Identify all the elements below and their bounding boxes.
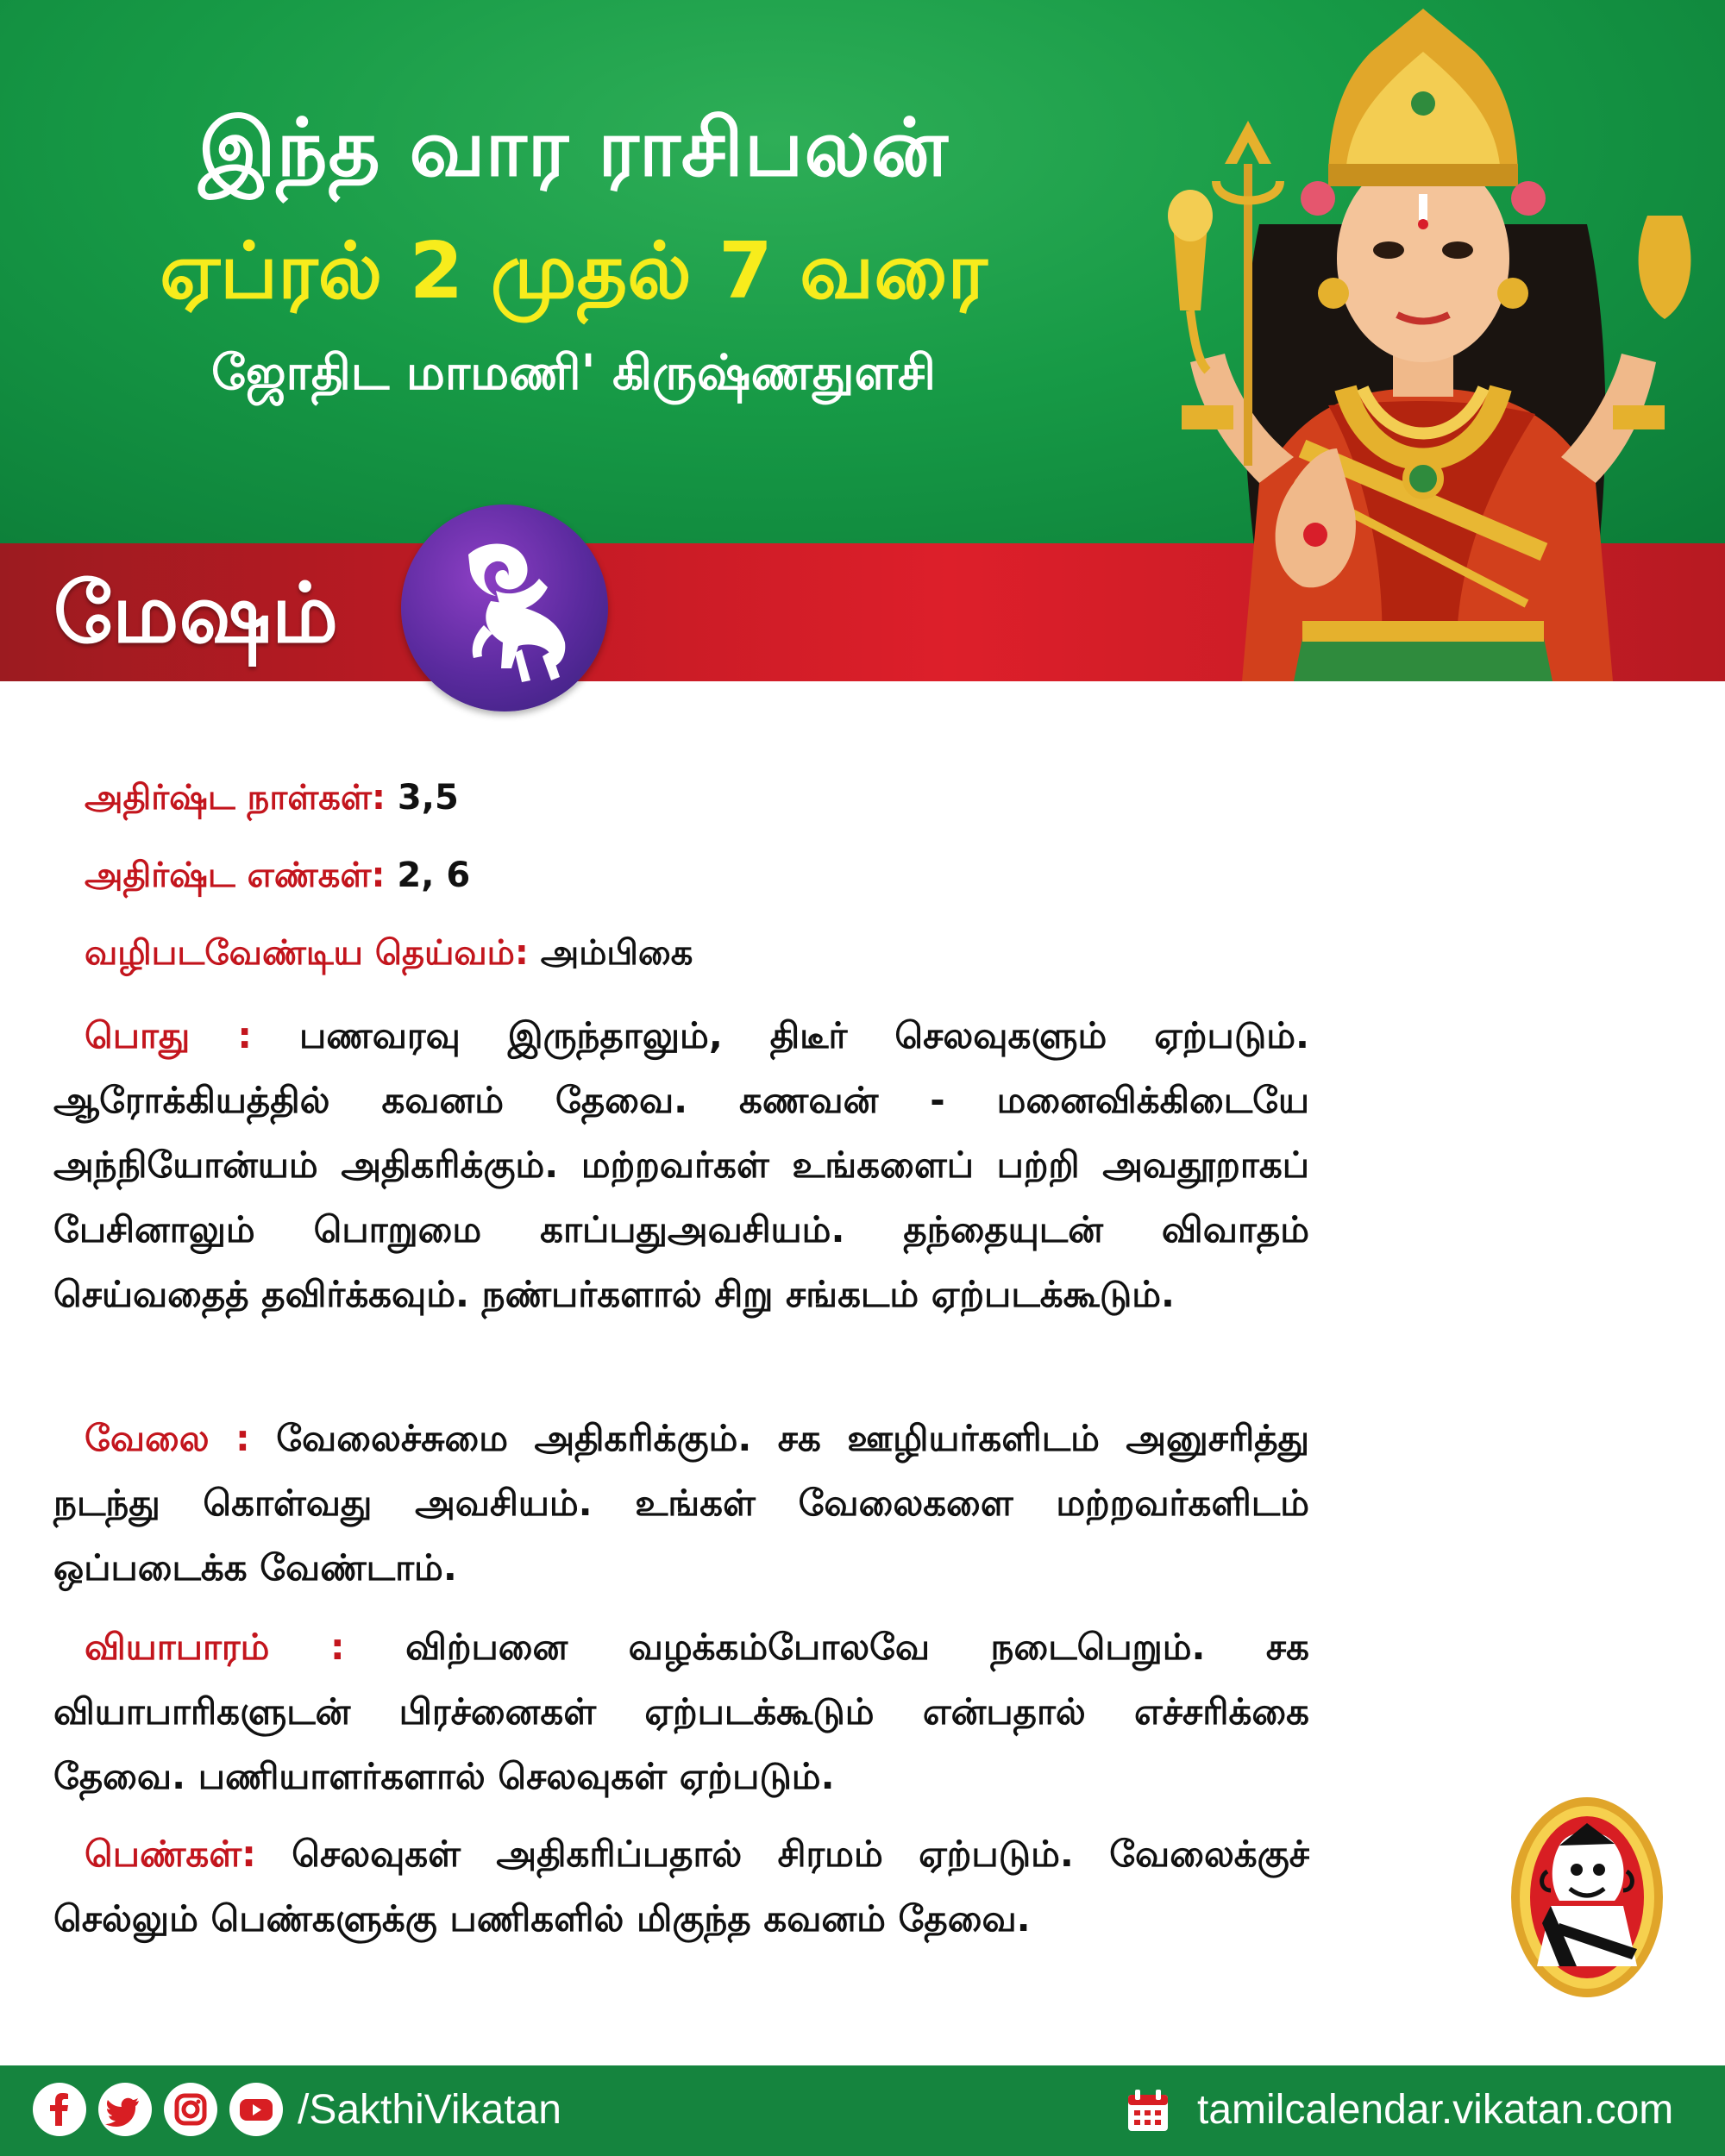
section-business-text: விற்பனை வழக்கம்போலவே நடைபெறும். சக வியாபாரிகளுடன் பிரச்னைகள் ஏற்படக்கூடும் என்பதால் எச்சரிக்கை தேவை. பணியாளர்களால் செலவுகள் ஏற்படும். — [53, 1626, 1310, 1797]
lucky-numbers-value: 2, 6 — [397, 856, 471, 895]
worship-deity-value: அம்பிகை — [540, 933, 693, 973]
zodiac-sign-name: மேஷம் — [53, 565, 339, 661]
lucky-days-value: 3,5 — [397, 778, 459, 818]
lucky-numbers — [85, 856, 470, 899]
worship-deity-label: வழிபடவேண்டிய தெய்வம்: — [85, 933, 529, 973]
section-general-label: பொது : — [85, 1014, 253, 1056]
website-link[interactable]: tamilcalendar.vikatan.com — [1197, 2087, 1674, 2133]
facebook-icon[interactable] — [33, 2083, 86, 2136]
author-name: ஜோதிட மாமணி' கிருஷ்ணதுளசி — [211, 345, 936, 401]
page-title: இந்த வார ராசிபலன் — [198, 102, 949, 194]
youtube-icon[interactable] — [229, 2083, 283, 2136]
twitter-icon[interactable] — [98, 2083, 152, 2136]
ram-zodiac-icon — [401, 505, 608, 711]
calendar-icon — [1123, 2086, 1173, 2136]
section-work-label: வேலை : — [85, 1417, 250, 1459]
social-handle-link[interactable]: /SakthiVikatan — [298, 2087, 561, 2133]
section-work — [53, 1406, 1309, 1600]
date-range: ஏப்ரல் 2 முதல் 7 வரை — [160, 226, 988, 317]
instagram-icon[interactable] — [164, 2083, 217, 2136]
vikatan-logo — [1508, 1794, 1667, 2001]
section-general-text: பணவரவு இருந்தாலும், திடீர் செலவுகளும் ஏற்படும். ஆரோக்கியத்தில் கவனம் தேவை. கணவன் - மனைவிக்கிடையே அந்நியோன்யம் அதிகரிக்கும். மற்றவர்கள் உங்களைப் பற்றி அவதூறாகப் பேசினாலும் பொறுமை காப்பதுஅவசியம். தந்தையுடன் விவாதம் செய்வதைத் தவிர்க்கவும். நண்பர்களால் சிறு சங்கடம் ஏற்படக்கூடும். — [53, 1014, 1309, 1315]
lucky-numbers-label: அதிர்ஷ்ட எண்கள்: — [85, 856, 386, 895]
section-women-label: பெண்கள்: — [85, 1833, 256, 1875]
footer-bar — [0, 2065, 1725, 2156]
section-business — [53, 1614, 1309, 1808]
section-women-text: செலவுகள் அதிகரிப்பதால் சிரமம் ஏற்படும். வேலைக்குச் செல்லும் பெண்களுக்கு பணிகளில் மிகுந்த கவனம் தேவை. — [53, 1833, 1310, 1940]
lucky-days — [85, 778, 459, 822]
lucky-days-label: அதிர்ஷ்ட நாள்கள்: — [85, 778, 386, 818]
goddess-illustration — [1130, 0, 1725, 681]
section-business-label: வியாபாரம் : — [85, 1626, 345, 1668]
section-work-text: வேலைச்சுமை அதிகரிக்கும். சக ஊழியர்களிடம் அனுசரித்து நடந்து கொள்வது அவசியம். உங்கள் வேலைகளை மற்றவர்களிடம் ஒப்படைக்க வேண்டாம். — [53, 1417, 1310, 1589]
section-general — [53, 1003, 1309, 1326]
section-women — [53, 1821, 1309, 1951]
worship-deity — [85, 933, 693, 977]
